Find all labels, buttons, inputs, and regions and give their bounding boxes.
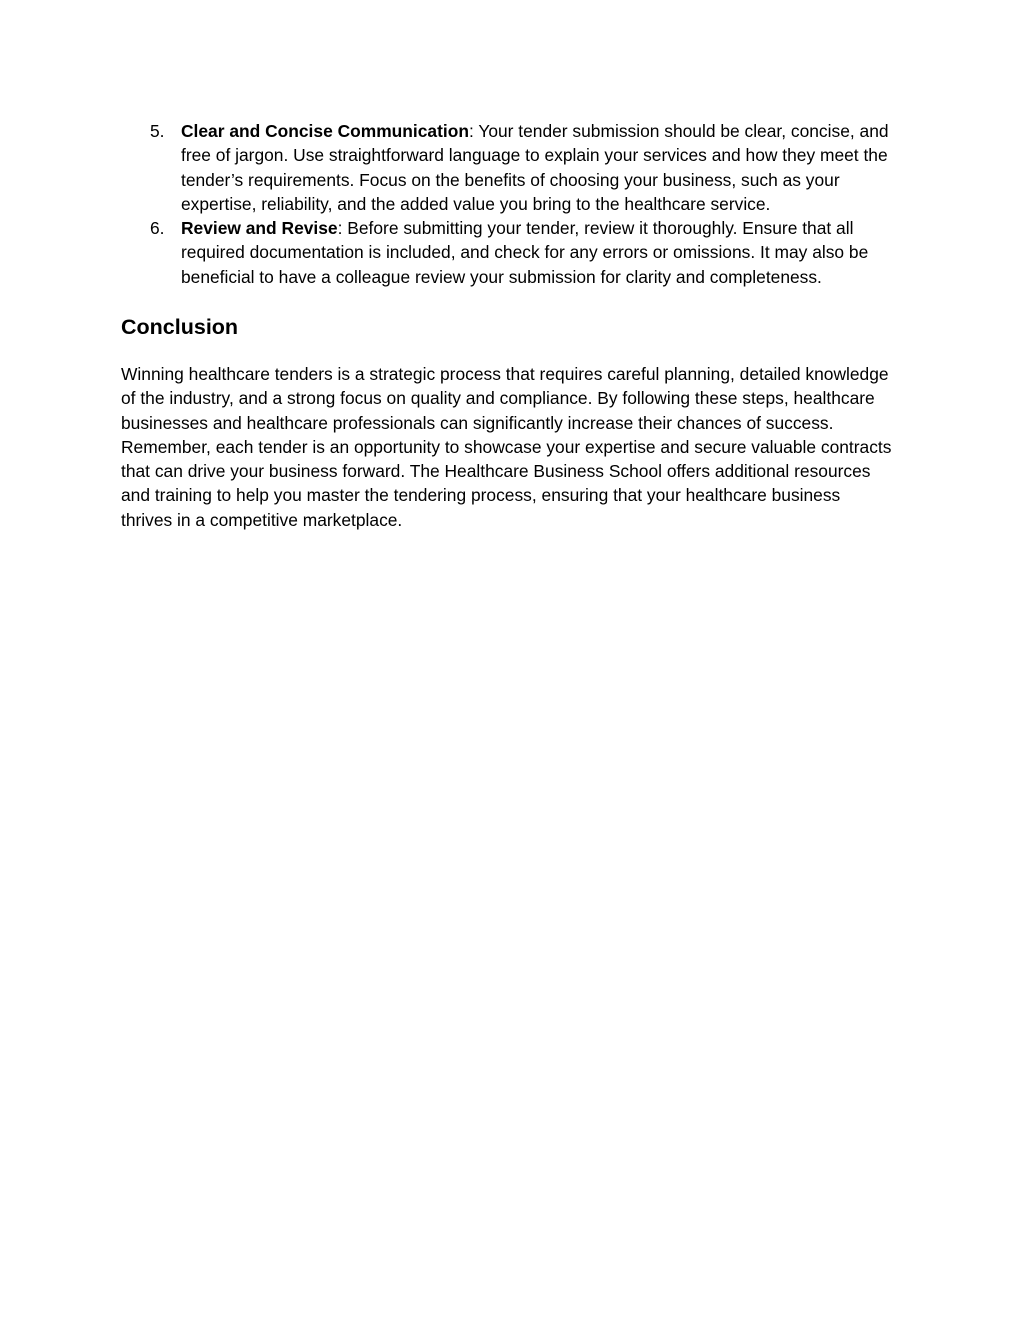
section-heading: Conclusion [121, 315, 239, 339]
list-item-number: 6. [150, 218, 165, 239]
list-item [121, 119, 901, 216]
body-paragraph: Winning healthcare tenders is a strategic process that requires careful planning, detailed knowledge of the industry, and a strong focus on quality and compliance. By following these steps, healthcare businesses and healthcare professionals can significantly increase their chances of success. Remember, each tender is an opportunity to showcase your expertise and secure valuable contracts that can drive your business forward. The Healthcare Business School offers additional resources and training to help you master the tendering process, ensuring that your healthcare business thrives in a competitive marketplace. [121, 364, 892, 530]
list-item-text: : Before submitting your tender, review it thoroughly. Ensure that all required documentation is included, and check for any errors or omissions. It may also be beneficial to have a colleague review your submission for clarity and completeness. [181, 218, 869, 287]
list-item-text: : Your tender submission should be clear, concise, and free of jargon. Use straightforward language to explain your services and how they meet the tender’s requirements. Focus on the benefits of choosing your business, such as your expertise, reliability, and the added value you bring to the healthcare service. [181, 121, 889, 214]
list-item-title: Review and Revise [181, 218, 338, 239]
list-item [121, 216, 901, 289]
list-item-title: Clear and Concise Communication [181, 121, 469, 141]
list-item-number: 5. [150, 121, 165, 141]
numbered-list [121, 119, 901, 289]
